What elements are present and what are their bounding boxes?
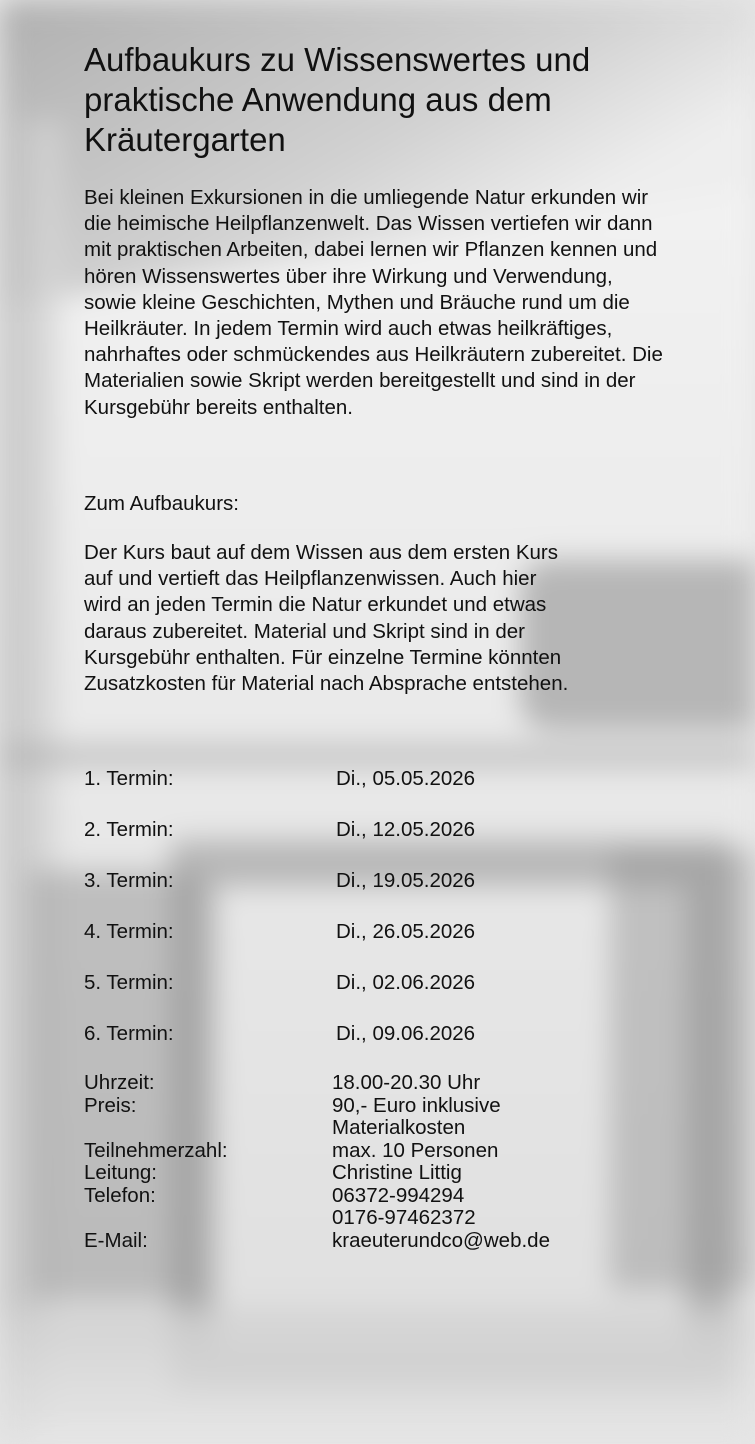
detail-teilnehmer [84, 1140, 644, 1163]
telefon-value: 06372-994294 [332, 1183, 465, 1207]
teilnehmer-value: max. 10 Personen [332, 1138, 499, 1162]
detail-telefon-mobile [84, 1207, 644, 1230]
term-label: 1. Termin: [84, 767, 174, 790]
detail-email [84, 1230, 644, 1253]
schedule-row [84, 868, 564, 919]
schedule-list [84, 766, 564, 1072]
term-date: Di., 09.06.2026 [336, 1022, 476, 1045]
term-label: 4. Termin: [84, 920, 174, 943]
intro-paragraph: Bei kleinen Exkursionen in die umliegende Natur erkunden wir die heimische Heilpflanzenwelt. Das Wissen vertiefen wir dann mit praktischen Arbeiten, dabei lernen wir Pflanzen kennen und hören Wissenswertes über ihre Wirkung und Verwendung, sowie kleine Geschichten, Mythen und Bräuche rund um die Heilkräuter. In jedem Termin wird auch etwas heilkräftiges, nahrhaftes oder schmückendes aus Heilkräutern zubereitet. Die Materialien sowie Skript werden bereitgestellt und sind in der Kursgebühr bereits enthalten. [84, 186, 663, 419]
schedule-row [84, 817, 564, 868]
email-value: kraeuterundco@web.de [332, 1228, 550, 1252]
preis-value-cont: Materialkosten [332, 1116, 466, 1139]
term-date: Di., 05.05.2026 [336, 767, 476, 790]
term-label: 6. Termin: [84, 1022, 174, 1045]
schedule-row [84, 919, 564, 970]
telefon-mobile-value: 0176-97462372 [332, 1206, 476, 1229]
detail-uhrzeit [84, 1072, 644, 1095]
detail-preis [84, 1095, 644, 1118]
schedule-row [84, 1021, 564, 1072]
teilnehmer-label: Teilnehmerzahl: [84, 1138, 228, 1162]
detail-preis-cont [84, 1117, 644, 1140]
term-label: 5. Termin: [84, 971, 174, 994]
uhrzeit-value: 18.00-20.30 Uhr [332, 1071, 481, 1094]
page-title: Aufbaukurs zu Wissenswertes und praktische Anwendung aus dem Kräutergarten [84, 41, 591, 158]
term-date: Di., 26.05.2026 [336, 920, 476, 943]
term-label: 3. Termin: [84, 869, 174, 892]
term-date: Di., 02.06.2026 [336, 971, 476, 994]
aufbau-heading: Zum Aufbaukurs: [84, 492, 239, 515]
aufbau-paragraph: Der Kurs baut auf dem Wissen aus dem ersten Kurs auf und vertieft das Heilpflanzenwissen. Auch hier wird an jeden Termin die Natur erkundet und etwas daraus zubereitet. Material und Skript sind in der Kursgebühr enthalten. Für einzelne Termine könnten Zusatzkosten für Material nach Absprache entstehen. [84, 541, 569, 696]
leitung-value: Christine Littig [332, 1161, 462, 1184]
term-label: 2. Termin: [84, 818, 174, 841]
detail-telefon [84, 1185, 644, 1208]
preis-value: 90,- Euro inklusive [332, 1093, 501, 1117]
email-label: E-Mail: [84, 1228, 148, 1252]
detail-leitung [84, 1162, 644, 1185]
leitung-label: Leitung: [84, 1161, 157, 1184]
uhrzeit-label: Uhrzeit: [84, 1071, 155, 1094]
course-details [84, 1072, 644, 1252]
term-date: Di., 12.05.2026 [336, 818, 476, 841]
preis-label: Preis: [84, 1093, 137, 1117]
schedule-row [84, 766, 564, 817]
telefon-label: Telefon: [84, 1183, 156, 1207]
term-date: Di., 19.05.2026 [336, 869, 476, 892]
schedule-row [84, 970, 564, 1021]
